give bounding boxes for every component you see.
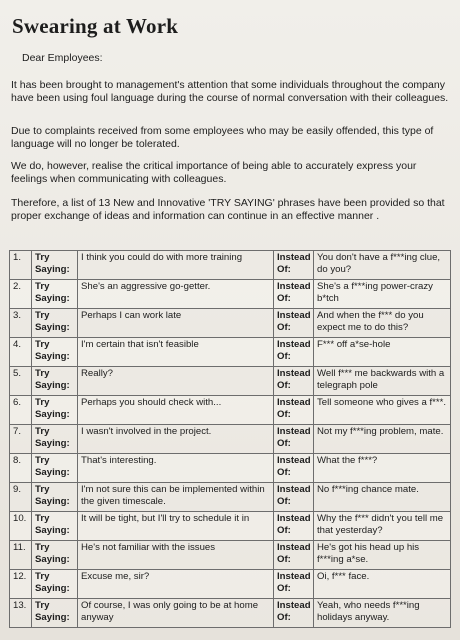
instead-of-label: Instead Of: xyxy=(274,454,314,483)
try-saying-phrase: Excuse me, sir? xyxy=(78,570,274,599)
instead-of-phrase: Why the f*** didn't you tell me that yesterday? xyxy=(314,512,451,541)
table-row xyxy=(10,512,451,541)
table-row xyxy=(10,454,451,483)
phrases-table xyxy=(9,250,451,628)
try-saying-phrase: She's an aggressive go-getter. xyxy=(78,280,274,309)
instead-of-phrase: Oi, f*** face. xyxy=(314,570,451,599)
try-saying-phrase: He's not familiar with the issues xyxy=(78,541,274,570)
table-row xyxy=(10,338,451,367)
row-number: 1. xyxy=(10,251,32,280)
instead-of-label: Instead Of: xyxy=(274,599,314,628)
row-number: 7. xyxy=(10,425,32,454)
try-saying-label: Try Saying: xyxy=(32,512,78,541)
instead-of-label: Instead Of: xyxy=(274,483,314,512)
table-row xyxy=(10,483,451,512)
instead-of-label: Instead Of: xyxy=(274,309,314,338)
instead-of-phrase: F*** off a*se-hole xyxy=(314,338,451,367)
instead-of-phrase: And when the f*** do you expect me to do this? xyxy=(314,309,451,338)
instead-of-label: Instead Of: xyxy=(274,541,314,570)
salutation: Dear Employees: xyxy=(22,52,103,64)
row-number: 8. xyxy=(10,454,32,483)
table-row xyxy=(10,367,451,396)
table-row xyxy=(10,251,451,280)
phrases-table-body xyxy=(10,251,451,628)
instead-of-label: Instead Of: xyxy=(274,425,314,454)
try-saying-phrase: Of course, I was only going to be at home anyway xyxy=(78,599,274,628)
table-row xyxy=(10,425,451,454)
try-saying-phrase: I think you could do with more training xyxy=(78,251,274,280)
row-number: 5. xyxy=(10,367,32,396)
instead-of-label: Instead Of: xyxy=(274,512,314,541)
try-saying-label: Try Saying: xyxy=(32,396,78,425)
try-saying-label: Try Saying: xyxy=(32,599,78,628)
try-saying-label: Try Saying: xyxy=(32,338,78,367)
try-saying-phrase: That's interesting. xyxy=(78,454,274,483)
instead-of-phrase: No f***ing chance mate. xyxy=(314,483,451,512)
try-saying-phrase: It will be tight, but I'll try to schedule it in xyxy=(78,512,274,541)
row-number: 9. xyxy=(10,483,32,512)
row-number: 13. xyxy=(10,599,32,628)
paragraph-complaints: Due to complaints received from some employees who may be easily offended, this type of language will no longer be tolerated. xyxy=(11,125,434,150)
try-saying-label: Try Saying: xyxy=(32,251,78,280)
paragraph-importance: We do, however, realise the critical importance of being able to accurately express your feelings when communicating with colleagues. xyxy=(11,160,417,185)
try-saying-phrase: Perhaps I can work late xyxy=(78,309,274,338)
table-row xyxy=(10,599,451,628)
try-saying-phrase: I wasn't involved in the project. xyxy=(78,425,274,454)
try-saying-phrase: Perhaps you should check with... xyxy=(78,396,274,425)
try-saying-label: Try Saying: xyxy=(32,425,78,454)
table-row xyxy=(10,280,451,309)
instead-of-phrase: He's got his head up his f***ing a*se. xyxy=(314,541,451,570)
try-saying-phrase: Really? xyxy=(78,367,274,396)
try-saying-label: Try Saying: xyxy=(32,280,78,309)
instead-of-label: Instead Of: xyxy=(274,367,314,396)
instead-of-phrase: Yeah, who needs f***ing holidays anyway. xyxy=(314,599,451,628)
row-number: 4. xyxy=(10,338,32,367)
instead-of-phrase: Not my f***ing problem, mate. xyxy=(314,425,451,454)
row-number: 3. xyxy=(10,309,32,338)
paragraph-intro: It has been brought to management's attention that some individuals throughout the company have been using foul language during the course of normal conversation with their colleagues. xyxy=(11,79,449,104)
table-row xyxy=(10,541,451,570)
try-saying-label: Try Saying: xyxy=(32,309,78,338)
table-row xyxy=(10,309,451,338)
instead-of-label: Instead Of: xyxy=(274,396,314,425)
try-saying-phrase: I'm not sure this can be implemented within the given timescale. xyxy=(78,483,274,512)
instead-of-label: Instead Of: xyxy=(274,570,314,599)
try-saying-label: Try Saying: xyxy=(32,367,78,396)
instead-of-label: Instead Of: xyxy=(274,251,314,280)
memo-title: Swearing at Work xyxy=(12,14,179,38)
try-saying-label: Try Saying: xyxy=(32,454,78,483)
instead-of-phrase: You don't have a f***ing clue, do you? xyxy=(314,251,451,280)
row-number: 10. xyxy=(10,512,32,541)
table-row xyxy=(10,396,451,425)
paragraph-list-intro: Therefore, a list of 13 New and Innovative 'TRY SAYING' phrases have been provided so that proper exchange of ideas and information can continue in an effective manner . xyxy=(11,197,445,222)
try-saying-label: Try Saying: xyxy=(32,541,78,570)
instead-of-phrase: Well f*** me backwards with a telegraph pole xyxy=(314,367,451,396)
try-saying-label: Try Saying: xyxy=(32,483,78,512)
instead-of-phrase: What the f***? xyxy=(314,454,451,483)
instead-of-phrase: She's a f***ing power-crazy b*tch xyxy=(314,280,451,309)
row-number: 2. xyxy=(10,280,32,309)
try-saying-phrase: I'm certain that isn't feasible xyxy=(78,338,274,367)
instead-of-label: Instead Of: xyxy=(274,280,314,309)
instead-of-label: Instead Of: xyxy=(274,338,314,367)
try-saying-label: Try Saying: xyxy=(32,570,78,599)
row-number: 11. xyxy=(10,541,32,570)
table-row xyxy=(10,570,451,599)
row-number: 6. xyxy=(10,396,32,425)
instead-of-phrase: Tell someone who gives a f***. xyxy=(314,396,451,425)
row-number: 12. xyxy=(10,570,32,599)
